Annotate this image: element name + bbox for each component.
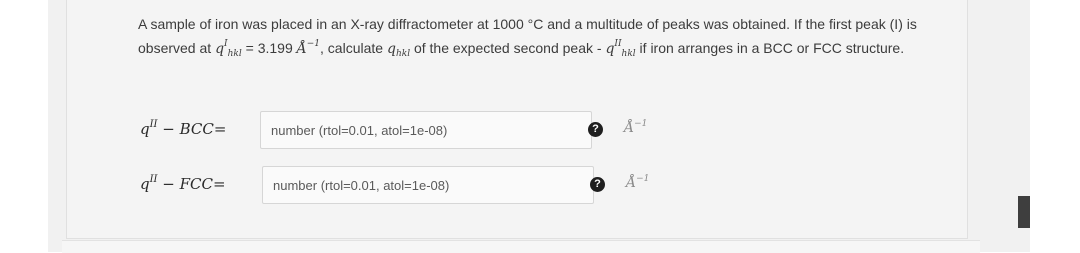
info-icon[interactable]: ? xyxy=(588,122,603,137)
fcc-answer-input[interactable] xyxy=(262,166,594,204)
unit-angstrom-inverse: $Å^{-1}$ xyxy=(296,39,321,57)
bcc-label: $q^{II} - BCC=$ xyxy=(140,119,227,138)
info-icon[interactable]: ? xyxy=(590,177,605,192)
q-second-peak-symbol: $q^{II}_{hkl}$ xyxy=(605,39,636,59)
bcc-unit: $Å^{-1}$ xyxy=(624,119,648,136)
bcc-answer-input[interactable] xyxy=(260,111,592,149)
page-margin-left xyxy=(0,0,48,252)
fcc-label: $q^{II} - FCC=$ xyxy=(140,174,226,193)
question-text: A sample of iron was placed in an X-ray diffractometer at 1000 °C and a multitude of peaks was obtained. If the first peak (I) is observed at $q^I_{hkl} = 3.199$ $Å^{-1}$, calculate $q_{hkl}$ of the expected second peak - $q^{II}_{hkl}$ if iron arranges in a BCC or FCC structure. xyxy=(138,16,917,59)
q-hkl-symbol: $q_{hkl}$ xyxy=(386,41,411,59)
next-card-edge xyxy=(62,240,980,253)
q-first-peak-symbol: $q^I_{hkl}$ xyxy=(215,39,242,59)
page-margin-right xyxy=(1030,0,1080,252)
fcc-unit: $Å^{-1}$ xyxy=(626,174,650,191)
